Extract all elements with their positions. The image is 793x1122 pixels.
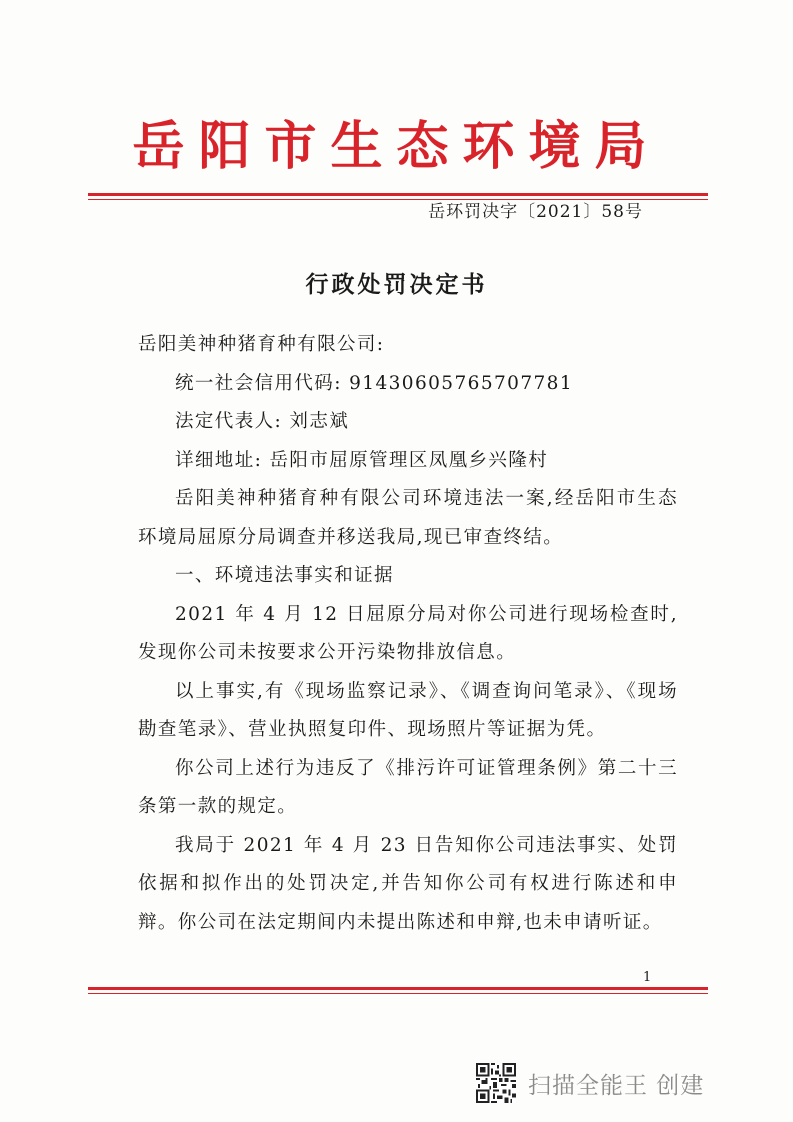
legal-representative-field: 法定代表人: 刘志斌 bbox=[175, 411, 350, 432]
credit-code-field: 统一社会信用代码: 91430605765707781 bbox=[175, 372, 574, 394]
document-number: 岳环罚决字〔2021〕58号 bbox=[428, 202, 643, 222]
document-title: 行政处罚决定书 bbox=[305, 271, 488, 298]
page-number: 1 bbox=[643, 970, 652, 985]
scanner-watermark bbox=[476, 1058, 704, 1108]
watermark-text: 扫描全能王 创建 bbox=[528, 1072, 705, 1099]
violation-paragraph: 你公司上述行为违反了《排污许可证管理条例》第二十三条第一款的规定。 bbox=[138, 757, 678, 817]
section-heading: 一、环境违法事实和证据 bbox=[175, 565, 394, 586]
footer-rule-thick bbox=[88, 987, 708, 990]
fact-paragraph: 2021 年 4 月 12 日屈原分局对你公司进行现场检查时,发现你公司未按要求公开污染物排放信息。 bbox=[138, 603, 678, 663]
intro-paragraph: 岳阳美神种猪育种有限公司环境违法一案,经岳阳市生态环境局屈原分局调查并移送我局,现已审查终结。 bbox=[138, 488, 678, 548]
agency-header: 岳阳市生态环境局 bbox=[132, 116, 661, 177]
address-field: 详细地址: 岳阳市屈原管理区凤凰乡兴隆村 bbox=[175, 449, 549, 471]
recipient: 岳阳美神种猪育种有限公司: bbox=[138, 334, 385, 355]
notice-paragraph: 我局于 2021 年 4 月 23 日告知你公司违法事实、处罚依据和拟作出的处罚决定,并告知你公司有权进行陈述和申辩。你公司在法定期间内未提出陈述和申辩,也未申请听证。 bbox=[138, 834, 678, 933]
evidence-paragraph: 以上事实,有《现场监察记录》、《调查询问笔录》、《现场勘查笔录》、营业执照复印件、现场照片等证据为凭。 bbox=[138, 680, 678, 740]
footer-rule-thin bbox=[88, 993, 708, 994]
document-body bbox=[138, 326, 678, 942]
header-rule-thick bbox=[88, 193, 708, 196]
qr-code-icon bbox=[476, 1063, 516, 1103]
